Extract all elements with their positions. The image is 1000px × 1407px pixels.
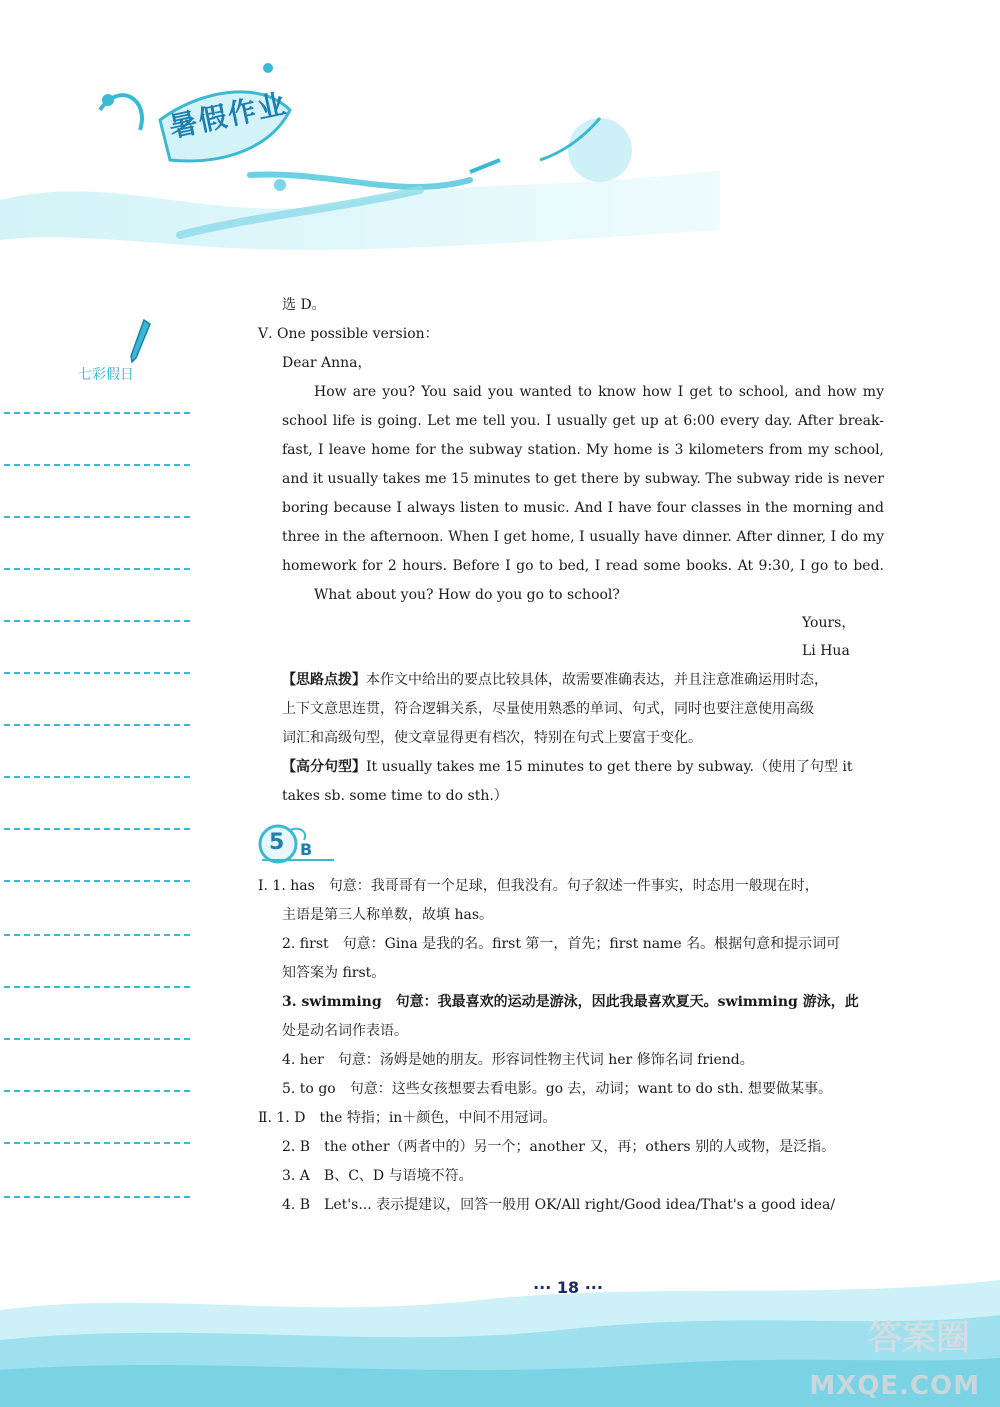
answer-line: 5. to go 句意：这些女孩想要去看电影。go 去，动词；want to do sth. 想要做某事。 <box>282 1081 833 1097</box>
badge-letter: B <box>300 840 313 859</box>
section-badge <box>256 822 336 866</box>
note-line <box>4 464 190 466</box>
answer-line: 2. B the other（两者中的）另一个；another 又，再；others 别的人或物，是泛指。 <box>282 1139 836 1155</box>
answer-line: 处是动名词作表语。 <box>282 1023 408 1039</box>
letter-greeting: Dear Anna， <box>282 355 372 371</box>
pen-icon <box>128 318 152 364</box>
letter-signature: Li Hua <box>802 643 850 659</box>
answer-line: Ⅱ. 1. D the 特指；in＋颜色，中间不用冠词。 <box>258 1110 557 1126</box>
section-intro: Ⅴ. One possible version： <box>258 326 439 342</box>
sidebar-label: 七彩假日 <box>78 367 134 383</box>
note-line <box>4 880 190 882</box>
answer-line: Ⅰ. 1. has 句意：我哥哥有一个足球，但我没有。句子叙述一件事实，时态用一般现在时， <box>258 878 819 894</box>
note-line <box>4 412 190 414</box>
watermark-logo-text: 答案圈 <box>868 1318 970 1358</box>
note-line <box>4 1142 190 1144</box>
letter-paragraph-line: and it usually takes me 15 minutes to get there by subway. The subway ride is never <box>282 471 884 487</box>
letter-sign-off: Yours， <box>802 615 856 631</box>
header-decoration <box>0 0 720 260</box>
answer-line: 2. first 句意：Gina 是我的名。first 第一，首先；first name 名。根据句意和提示词可 <box>282 936 841 952</box>
answer-line: 主语是第三人称单数，故填 has。 <box>282 907 493 923</box>
note-line <box>4 828 190 830</box>
note-line <box>4 1196 190 1198</box>
sentence-label: 【高分句型】 <box>282 759 366 775</box>
note-line <box>4 1038 190 1040</box>
header-title: 暑假作业 <box>166 86 291 145</box>
badge-number: 5 <box>269 830 285 855</box>
note-line <box>4 620 190 622</box>
tips-line <box>282 671 884 689</box>
answer-line: 选 D。 <box>282 297 326 313</box>
note-line <box>4 724 190 726</box>
note-line <box>4 934 190 936</box>
sentence-text: It usually takes me 15 minutes to get there by subway.（使用了句型 it <box>366 759 853 775</box>
watermark-text: MXQE.COM <box>809 1371 980 1401</box>
note-line <box>4 986 190 988</box>
letter-paragraph-line: three in the afternoon. When I get home, I usually have dinner. After dinner, I do my <box>282 529 884 545</box>
note-line <box>4 776 190 778</box>
sentence-line: takes sb. some time to do sth.） <box>282 788 508 804</box>
answer-line: 3. swimming 句意：我最喜欢的运动是游泳，因此我最喜欢夏天。swimming 游泳，此 <box>282 994 859 1010</box>
sentence-line <box>282 758 884 776</box>
answer-line: 4. her 句意：汤姆是她的朋友。形容词性物主代词 her 修饰名词 friend。 <box>282 1052 754 1068</box>
letter-paragraph-line: homework for 2 hours. Before I go to bed, I read some books. At 9:30, I go to bed. <box>282 558 884 574</box>
letter-paragraph-line: boring because I always listen to music. And I have four classes in the morning and <box>282 500 884 516</box>
tips-line: 词汇和高级句型，使文章显得更有档次，特别在句式上要富于变化。 <box>282 730 702 746</box>
tips-text: 本作文中给出的要点比较具体，故需要准确表达，并且注意准确运用时态， <box>366 672 828 688</box>
note-line <box>4 1090 190 1092</box>
answer-line: 3. A B、C、D 与语境不符。 <box>282 1168 473 1184</box>
note-line <box>4 516 190 518</box>
tips-line: 上下文意思连贯，符合逻辑关系，尽量使用熟悉的单词、句式，同时也要注意使用高级 <box>282 701 814 717</box>
letter-paragraph-line: fast, I leave home for the subway station. My home is 3 kilometers from my school, <box>282 442 884 458</box>
page-number: ··· 18 ··· <box>533 1278 603 1297</box>
answer-line: 知答案为 first。 <box>282 965 386 981</box>
note-line <box>4 672 190 674</box>
letter-paragraph-line: school life is going. Let me tell you. I usually get up at 6:00 every day. After break- <box>282 413 884 429</box>
answer-line: 4. B Let's... 表示提建议，回答一般用 OK/All right/Good idea/That's a good idea/ <box>282 1197 836 1213</box>
note-line <box>4 568 190 570</box>
letter-paragraph-line: How are you? You said you wanted to know how I get to school, and how my <box>314 384 884 400</box>
letter-closing-question: What about you? How do you go to school? <box>314 587 620 603</box>
tips-label: 【思路点拨】 <box>282 672 366 688</box>
